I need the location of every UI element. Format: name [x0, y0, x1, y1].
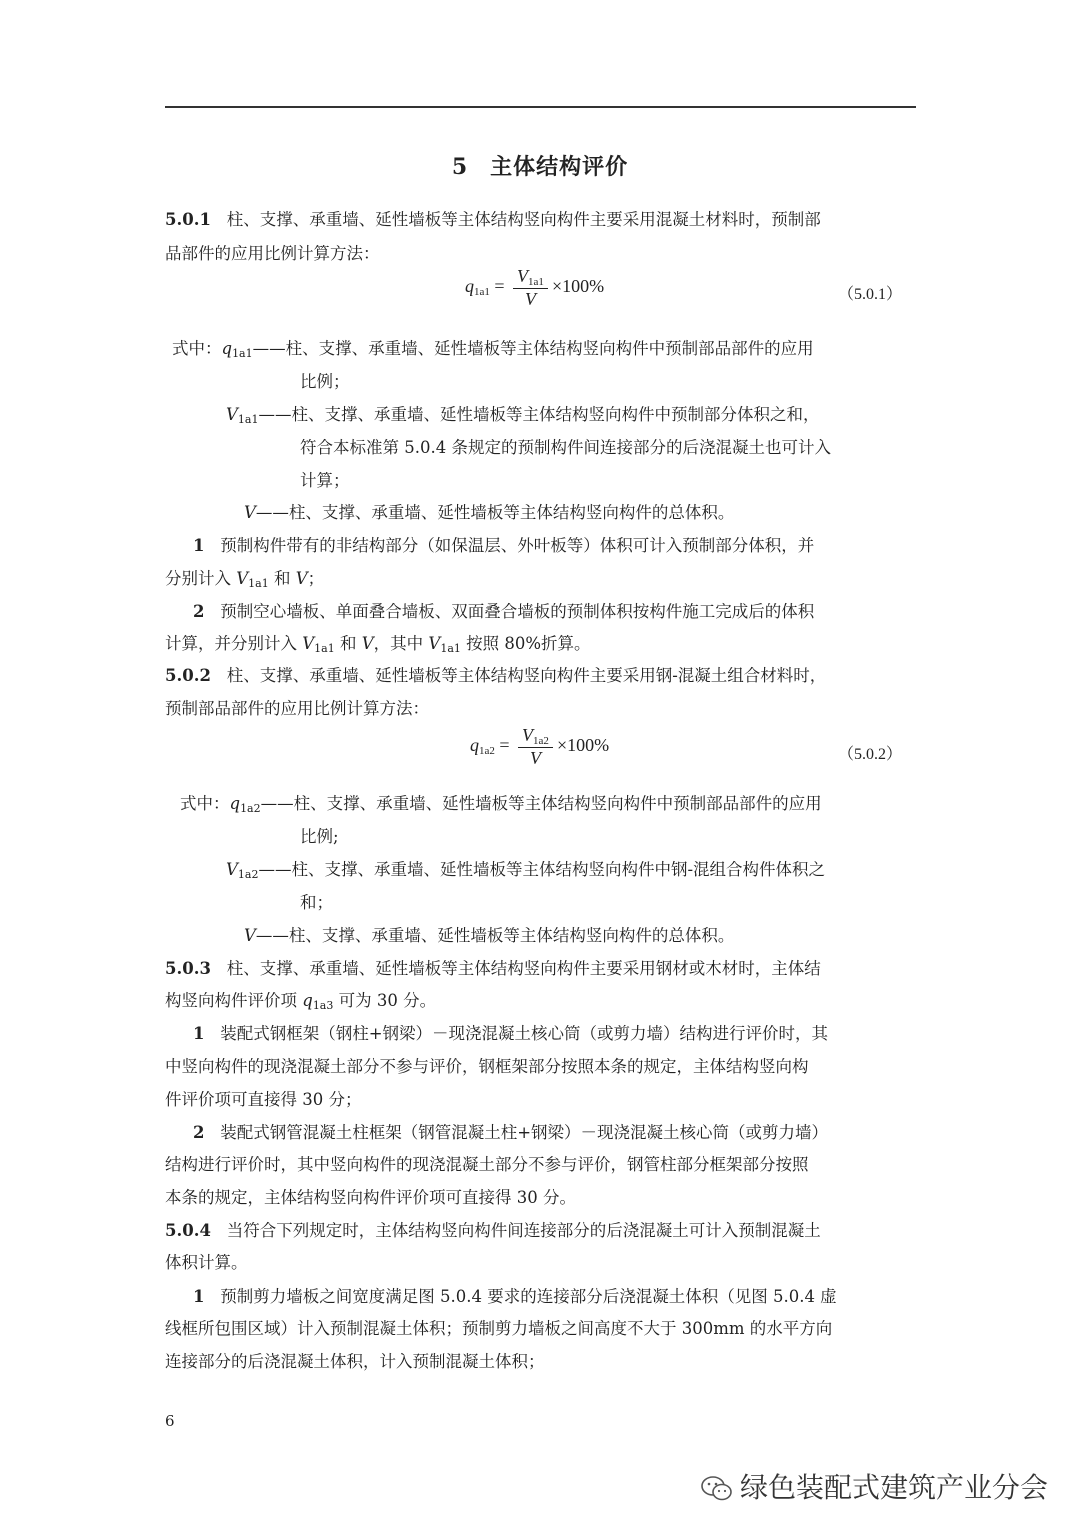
item-text: 装配式钢框架（钢柱+钢梁）－现浇混凝土核心筒（或剪力墙）结构进行评价时，其: [220, 1024, 829, 1043]
eq-tail: ×100%: [556, 735, 610, 756]
definition-text: 计算；: [300, 471, 350, 490]
item-text: 件评价项可直接得 30 分；: [165, 1090, 362, 1109]
clause-text: 品部件的应用比例计算方法：: [165, 244, 380, 263]
item-text: 本条的规定，主体结构竖向构件评价项可直接得 30 分。: [165, 1188, 576, 1207]
eq-numerator: V: [522, 725, 534, 745]
where-1: [172, 338, 814, 365]
eq-fraction: [513, 266, 548, 310]
symbol: V: [244, 926, 256, 945]
text: 构竖向构件评价项: [165, 991, 303, 1010]
symbol: q: [302, 991, 313, 1010]
where-prefix: 式中：: [180, 794, 230, 813]
item-number: 2: [193, 1123, 205, 1142]
clause-text: 柱、支撑、承重墙、延性墙板等主体结构竖向构件主要采用混凝土材料时，预制部: [226, 210, 821, 229]
symbol-sub: 1a3: [312, 999, 334, 1012]
eq-numerator-sub: 1a2: [533, 735, 549, 747]
item-number: 1: [193, 536, 205, 555]
symbol-sub: 1a2: [240, 802, 261, 815]
symbol: V: [361, 634, 374, 653]
watermark-text: 绿色装配式建筑产业分会: [740, 1471, 1049, 1504]
clause-text: 当符合下列规定时，主体结构竖向构件间连接部分的后浇混凝土可计入预制混凝土: [226, 1221, 821, 1240]
symbol: V: [428, 634, 441, 653]
text: 和: [268, 569, 296, 588]
symbol-sub: 1a2: [237, 868, 259, 881]
clause-5-0-3-line-1: [165, 958, 821, 980]
item-1: [193, 535, 814, 557]
where-3: [244, 502, 734, 524]
item-text: 装配式钢管混凝土柱框架（钢管混凝土柱+钢梁）－现浇混凝土核心筒（或剪力墙）: [220, 1123, 829, 1142]
item-text: 预制剪力墙板之间宽度满足图 5.0.4 要求的连接部分后浇混凝土体积（见图 5.0.4 虚: [220, 1287, 837, 1306]
item-number: 2: [193, 602, 205, 621]
eq-lhs-sub: 1a1: [474, 286, 490, 299]
definition-text: 和；: [300, 893, 333, 912]
where-prefix: 式中：: [172, 339, 222, 358]
symbol-sub: 1a1: [314, 642, 335, 655]
symbol: V: [236, 569, 249, 588]
item-text: 结构进行评价时，其中竖向构件的现浇混凝土部分不参与评价，钢管柱部分框架部分按照: [165, 1155, 809, 1174]
equation-number: （5.0.2）: [838, 746, 903, 763]
eq-tail: ×100%: [551, 276, 605, 297]
equation-5-0-1: $q_{1a1}$ = $\frac{V_{1a1}}{V}$ ×100%: [465, 266, 605, 309]
text: 计算，并分别计入: [165, 634, 303, 653]
definition-text: ——柱、支撑、承重墙、延性墙板等主体结构竖向构件中预制部分体积之和，: [258, 405, 820, 424]
clause-number: 5.0.4: [165, 1221, 211, 1240]
item-2: [193, 601, 814, 623]
text: 分别计入: [165, 569, 237, 588]
clause-5-0-2-line-1: [165, 665, 826, 687]
clause-number: 5.0.3: [165, 959, 211, 978]
text: ，其中: [373, 634, 429, 653]
clause-text: 柱、支撑、承重墙、延性墙板等主体结构竖向构件主要采用钢材或木材时，主体结: [226, 959, 821, 978]
chapter-title-text: 主体结构评价: [490, 154, 629, 180]
eq-numerator: V: [517, 266, 529, 286]
clause-number: 5.0.2: [165, 666, 211, 685]
watermark: [700, 1466, 1048, 1506]
clause-5-0-1-line-1: [165, 209, 821, 231]
definition-text: ——柱、支撑、承重墙、延性墙板等主体结构竖向构件中钢-混组合构件体积之: [258, 860, 826, 879]
definition-text: ——柱、支撑、承重墙、延性墙板等主体结构竖向构件中预制部品部件的应用: [252, 339, 814, 358]
symbol: V: [302, 634, 315, 653]
symbol: q: [221, 339, 233, 358]
item-text: 线框所包围区域）计入预制混凝土体积；预制剪力墙板之间高度不大于 300mm 的水平方向: [165, 1319, 833, 1338]
clause-5-0-3-line-2: [165, 990, 436, 1017]
eq-lhs: q: [465, 276, 474, 297]
text: 和: [334, 634, 362, 653]
item-text: 中竖向构件的现浇混凝土部分不参与评价，钢框架部分按照本条的规定，主体结构竖向构: [165, 1057, 809, 1076]
page-number: 6: [165, 1412, 175, 1430]
definition-text: ——柱、支撑、承重墙、延性墙板等主体结构竖向构件的总体积。: [255, 503, 735, 522]
symbol: q: [229, 794, 241, 813]
symbol-sub: 1a1: [237, 413, 259, 426]
item-number: 1: [193, 1024, 205, 1043]
definition-text: 比例；: [300, 372, 350, 391]
symbol-sub: 1a1: [440, 642, 461, 655]
where-1: [180, 793, 822, 820]
eq-lhs-sub: 1a2: [479, 745, 495, 758]
symbol: V: [295, 569, 308, 588]
item-1: [193, 1286, 837, 1308]
eq-lhs: q: [470, 735, 479, 756]
where-2: [226, 859, 825, 886]
eq-fraction: [518, 725, 553, 769]
equation-number: （5.0.1）: [838, 286, 903, 303]
equation-5-0-2: $q_{1a2}$ = $\frac{V_{1a2}}{V}$ ×100%: [470, 725, 610, 768]
symbol-sub: 1a1: [248, 577, 269, 590]
chapter-title: [0, 150, 1080, 181]
item-2: [193, 1122, 828, 1144]
where-3: [244, 925, 734, 947]
item-2-cont: [165, 633, 591, 660]
clause-5-0-1-line-2: [165, 243, 380, 265]
clause-text: 柱、支撑、承重墙、延性墙板等主体结构竖向构件主要采用钢-混凝土组合材料时，: [226, 666, 827, 685]
text: ；: [307, 569, 325, 588]
item-text: 连接部分的后浇混凝土体积，计入预制混凝土体积；: [165, 1352, 545, 1371]
clause-number: 5.0.1: [165, 210, 211, 229]
text: 可为 30 分。: [333, 991, 437, 1010]
symbol: V: [244, 503, 256, 522]
item-text: 预制构件带有的非结构部分（如保温层、外叶板等）体积可计入预制部分体积，并: [220, 536, 815, 555]
definition-text: ——柱、支撑、承重墙、延性墙板等主体结构竖向构件中预制部品部件的应用: [260, 794, 822, 813]
item-text: 预制空心墙板、单面叠合墙板、双面叠合墙板的预制体积按构件施工完成后的体积: [220, 602, 815, 621]
symbol-sub: 1a1: [232, 347, 253, 360]
item-1-cont: [165, 568, 324, 595]
clause-5-0-2-line-2: 预制部品部件的应用比例计算方法：: [165, 699, 429, 718]
clause-5-0-4-line-1: [165, 1220, 821, 1242]
eq-denominator: V: [524, 289, 536, 309]
clause-5-0-4-line-2: 体积计算。: [165, 1253, 248, 1272]
eq-numerator-sub: 1a1: [528, 276, 544, 288]
wechat-icon: [700, 1475, 734, 1503]
definition-text: 比例;: [300, 827, 339, 846]
header-rule: [165, 106, 916, 108]
chapter-number: 5: [451, 154, 469, 180]
eq-denominator: V: [529, 748, 541, 768]
symbol: V: [226, 405, 238, 424]
definition-text: ——柱、支撑、承重墙、延性墙板等主体结构竖向构件的总体积。: [255, 926, 735, 945]
definition-text: 符合本标准第 5.0.4 条规定的预制构件间连接部分的后浇混凝土也可计入: [300, 438, 831, 457]
where-2: [226, 404, 819, 431]
text: 按照 80%折算。: [460, 634, 591, 653]
item-1: [193, 1023, 828, 1045]
item-number: 1: [193, 1287, 205, 1306]
symbol: V: [226, 860, 238, 879]
